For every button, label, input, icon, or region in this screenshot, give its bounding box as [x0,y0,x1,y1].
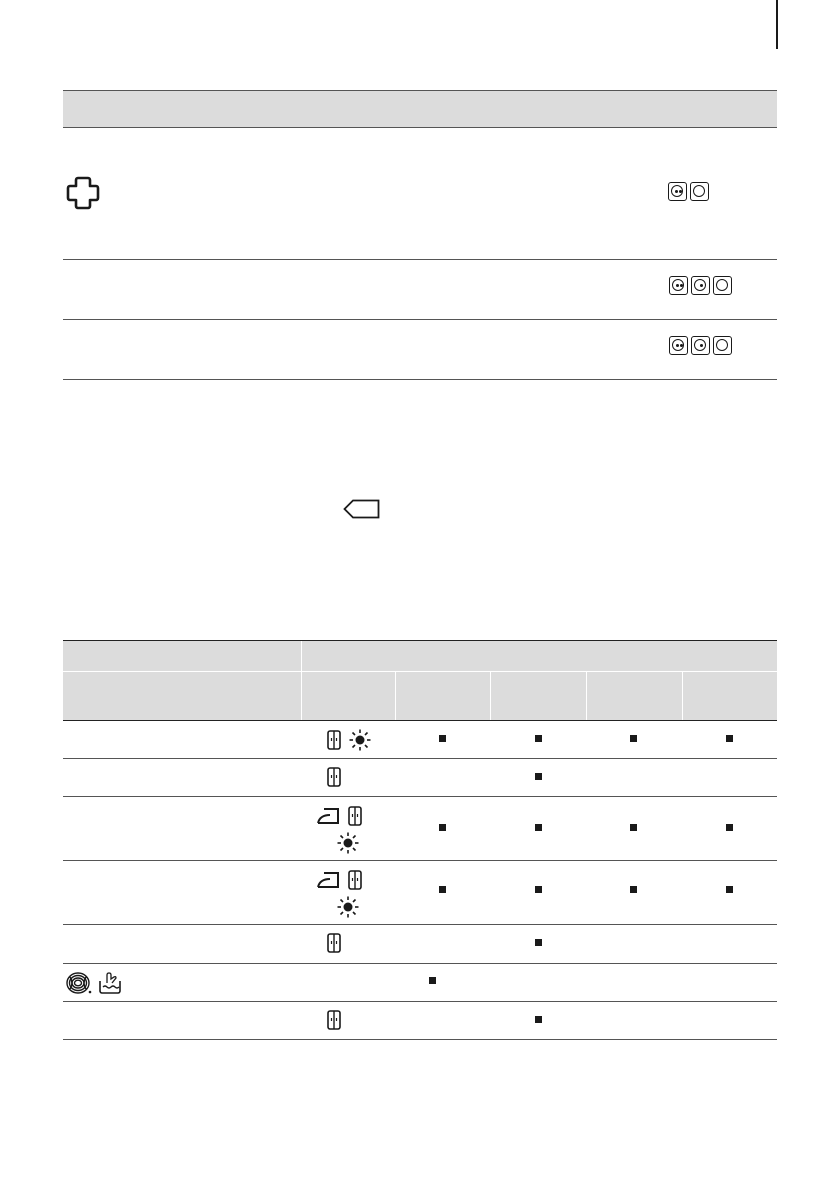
table-row [63,925,777,964]
iron-dry-icon [316,807,340,825]
table-row [63,759,777,797]
sun-icon [337,896,359,918]
checkmark-square [726,886,733,893]
tumble-dry-no-heat-icon [690,182,709,201]
dry-symbol-group [669,276,732,295]
checkmark-square [439,824,446,831]
cross-outline-icon [65,175,101,211]
checkmark-square [630,824,637,831]
wool-icon [66,971,92,995]
table-row [63,797,777,861]
table-row [63,260,777,320]
checkmark-square [535,939,542,946]
cupboard-dry-icon [327,1010,341,1030]
cupboard-dry-icon [348,870,362,890]
checkmark-square [630,886,637,893]
tumble-dry-normal-heat-icon [691,276,710,295]
checkmark-square [439,886,446,893]
cupboard-dry-icon [327,767,341,787]
table-row [63,861,777,925]
dry-symbol-group [669,336,732,355]
checkmark-square [439,735,446,742]
dry-symbol-group [668,182,709,201]
cupboard-dry-icon [327,933,341,953]
tumble-dry-low-heat-icon [669,276,688,295]
checkmark-square [630,735,637,742]
table-header-sub [63,672,777,721]
iron-dry-icon [316,871,340,889]
sun-icon [349,729,371,751]
tumble-dry-low-heat-icon [668,182,687,201]
tumble-dry-low-heat-icon [669,336,688,355]
cupboard-dry-icon [327,730,341,750]
table-row [63,721,777,759]
table-header [63,90,777,128]
hand-wash-icon [98,971,122,995]
care-symbol-table [63,640,777,1040]
checkmark-square [535,886,542,893]
checkmark-square [726,824,733,831]
sun-icon [337,832,359,854]
checkmark-square [535,735,542,742]
table-row [63,964,777,1002]
cupboard-dry-icon [348,806,362,826]
table-row [63,128,777,260]
tumble-dry-no-heat-icon [713,276,732,295]
table-row [63,1002,777,1040]
tumble-dry-no-heat-icon [713,336,732,355]
program-dry-table [63,90,777,380]
table-row [63,320,777,380]
tumble-dry-normal-heat-icon [691,336,710,355]
checkmark-square [535,824,542,831]
page-corner-mark [776,0,778,49]
label-tag-icon [343,499,380,519]
checkmark-square [535,1016,542,1023]
table-header-main [63,640,777,672]
checkmark-square [535,773,542,780]
checkmark-square [429,977,436,984]
checkmark-square [726,735,733,742]
